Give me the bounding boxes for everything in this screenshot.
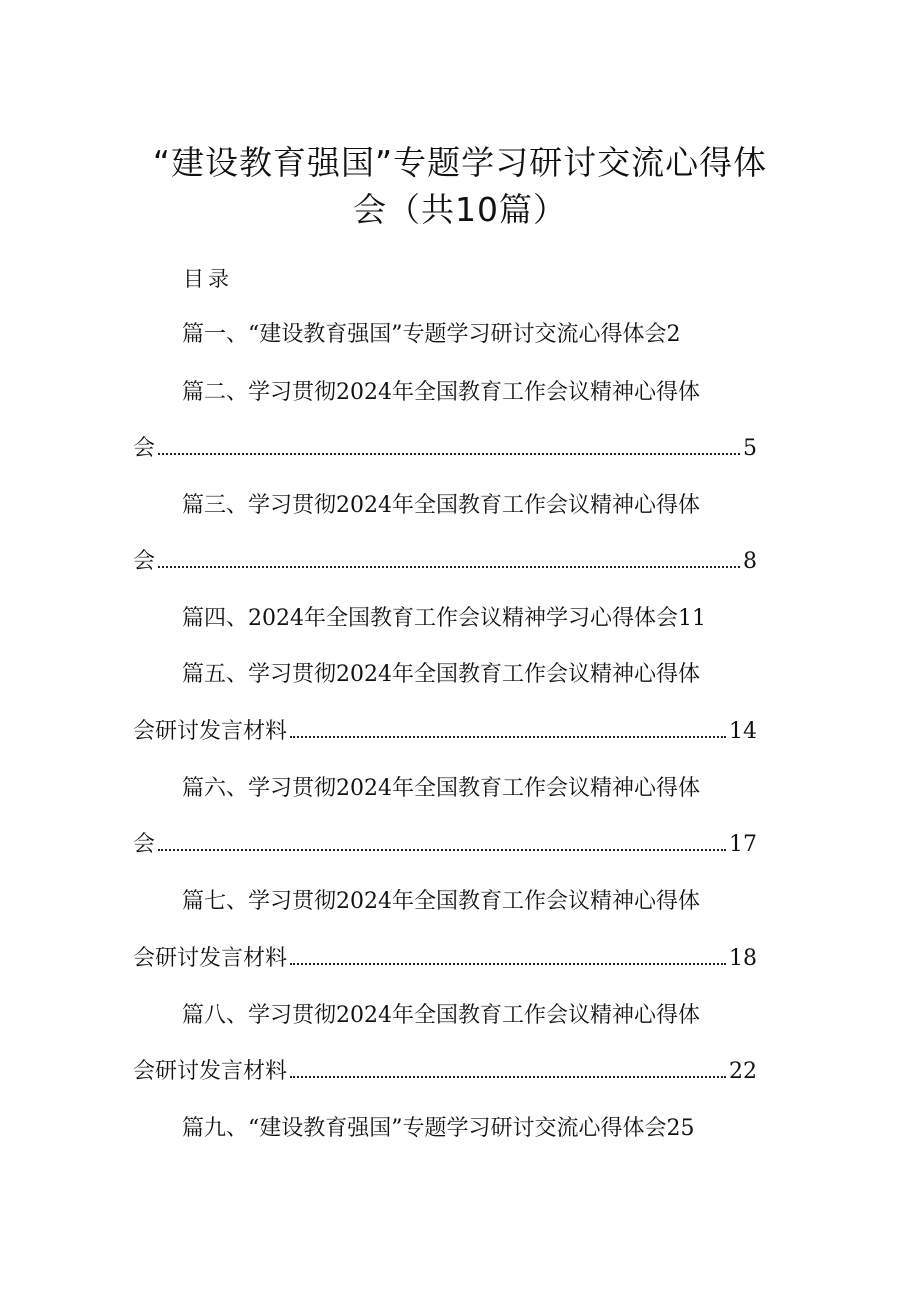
toc-dot-leader xyxy=(290,963,726,965)
toc-entry-6-continuation[interactable] xyxy=(133,830,757,860)
toc-dot-leader xyxy=(158,566,740,568)
toc-entry-8-continuation[interactable] xyxy=(133,1057,757,1087)
toc-entry-page: 22 xyxy=(729,1059,757,1084)
toc-entry-title-cont: 会研讨发言材料 xyxy=(133,719,288,744)
toc-entry-8[interactable] xyxy=(182,1001,700,1031)
toc-entry-title-cont: 会 xyxy=(133,832,156,857)
toc-entry-1[interactable] xyxy=(182,320,681,350)
toc-entry-title: 篇五、学习贯彻2024年全国教育工作会议精神心得体 xyxy=(182,662,700,687)
toc-entry-title-cont: 会研讨发言材料 xyxy=(133,1059,288,1084)
toc-entry-4[interactable] xyxy=(182,604,706,634)
toc-entry-title: 篇二、学习贯彻2024年全国教育工作会议精神心得体 xyxy=(182,380,700,405)
toc-entry-title: 篇三、学习贯彻2024年全国教育工作会议精神心得体 xyxy=(182,493,700,518)
toc-entry-page: 2 xyxy=(666,322,681,347)
toc-entry-7-continuation[interactable] xyxy=(133,944,757,974)
toc-entry-page: 17 xyxy=(729,832,757,857)
toc-entry-2-continuation[interactable] xyxy=(133,434,757,464)
toc-entry-7[interactable] xyxy=(182,887,700,917)
toc-entry-title: 篇一、“建设教育强国”专题学习研讨交流心得体会 xyxy=(182,322,667,347)
toc-entry-title-cont: 会研讨发言材料 xyxy=(133,946,288,971)
toc-entry-title: 篇六、学习贯彻2024年全国教育工作会议精神心得体 xyxy=(182,776,700,801)
toc-entry-3-continuation[interactable] xyxy=(133,547,757,577)
toc-entry-title: 篇四、2024年全国教育工作会议精神学习心得体会 xyxy=(182,606,678,631)
toc-entry-page: 25 xyxy=(666,1116,695,1141)
document-title-line-1: “建设教育强国”专题学习研讨交流心得体 xyxy=(152,143,768,182)
toc-entry-title: 篇九、“建设教育强国”专题学习研讨交流心得体会 xyxy=(182,1116,667,1141)
toc-entry-2[interactable] xyxy=(182,378,700,408)
toc-entry-page: 14 xyxy=(729,719,757,744)
toc-entry-3[interactable] xyxy=(182,491,700,521)
toc-entry-page: 5 xyxy=(743,436,757,461)
toc-dot-leader xyxy=(290,736,726,738)
toc-heading: 目录 xyxy=(183,267,233,291)
toc-entry-title-cont: 会 xyxy=(133,436,156,461)
toc-entry-6[interactable] xyxy=(182,774,700,804)
toc-entry-9[interactable] xyxy=(182,1114,695,1144)
toc-entry-page: 18 xyxy=(729,946,757,971)
document-title-line-2: 会（共10篇） xyxy=(353,190,567,229)
toc-dot-leader xyxy=(158,849,726,851)
toc-dot-leader xyxy=(158,453,740,455)
toc-entry-5[interactable] xyxy=(182,660,700,690)
toc-entry-5-continuation[interactable] xyxy=(133,717,757,747)
toc-entry-title: 篇八、学习贯彻2024年全国教育工作会议精神心得体 xyxy=(182,1003,700,1028)
toc-entry-title-cont: 会 xyxy=(133,549,156,574)
toc-entry-page: 8 xyxy=(743,549,757,574)
toc-entry-title: 篇七、学习贯彻2024年全国教育工作会议精神心得体 xyxy=(182,889,700,914)
toc-dot-leader xyxy=(290,1076,726,1078)
toc-entry-page: 11 xyxy=(678,606,706,631)
